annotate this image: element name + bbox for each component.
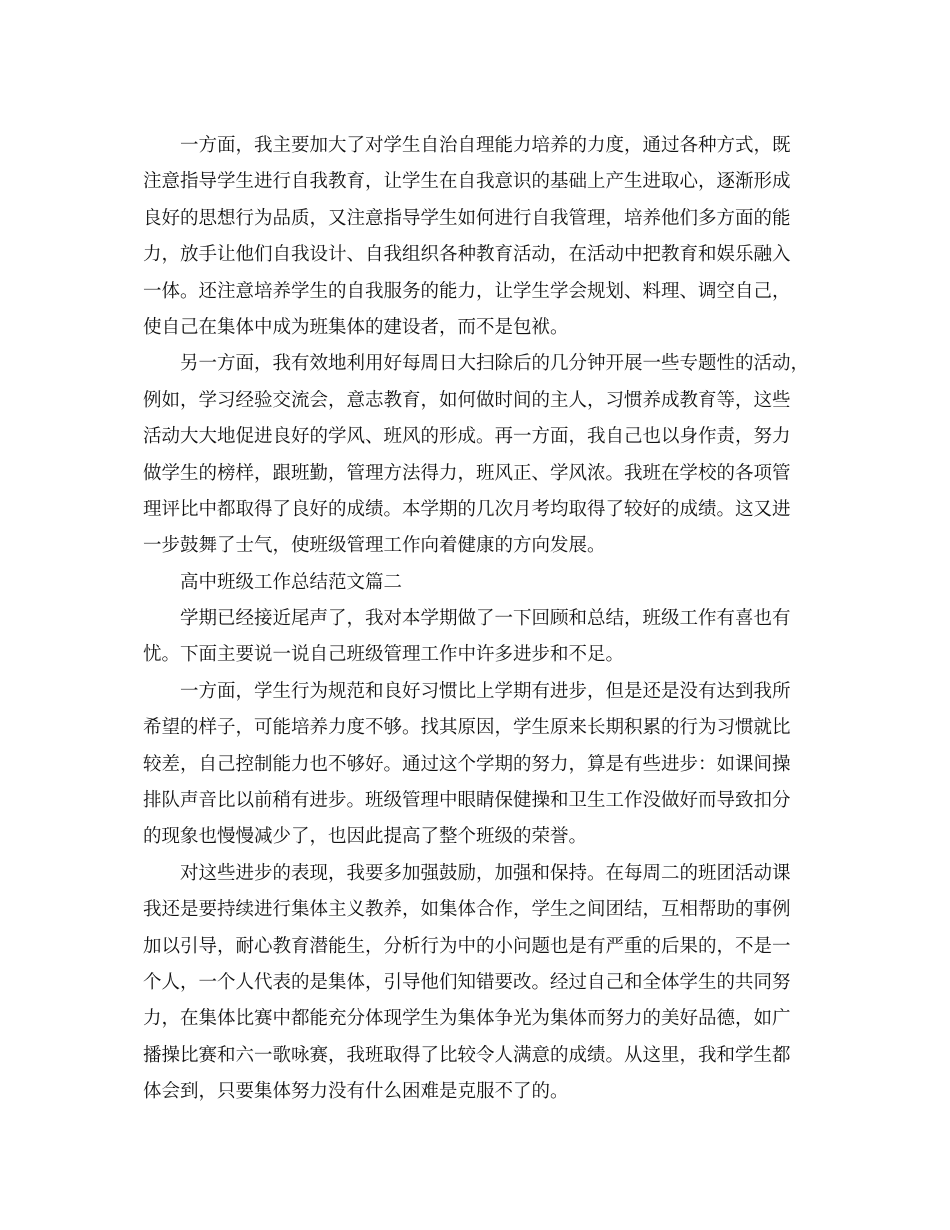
text-line: 希望的样子，可能培养力度不够。找其原因，学生原来长期积累的行为习惯就比 [143,717,791,739]
text-line: 一方面，我主要加大了对学生自治自理能力培养的力度，通过各种方式，既 [143,135,791,156]
text-line: 另一方面，我有效地利用好每周日大扫除后的几分钟开展一些专题性的活动， [143,353,810,375]
text-line: 做学生的榜样，跟班勤，管理方法得力，班风正、学风浓。我班在学校的各项管 [143,462,791,484]
text-line: 理评比中都取得了良好的成绩。本学期的几次月考均取得了较好的成绩。这又进 [143,498,791,520]
text-line: 忧。下面主要说一说自己班级管理工作中许多进步和不足。 [143,644,625,666]
text-line: 对这些进步的表现，我要多加强鼓励，加强和保持。在每周二的班团活动课 [143,862,791,884]
text-line: 一方面，学生行为规范和良好习惯比上学期有进步，但是还是没有达到我所 [143,680,791,702]
text-line: 个人，一个人代表的是集体，引导他们知错要改。经过自己和全体学生的共同努 [143,971,791,993]
text-line: 的现象也慢慢减少了，也因此提高了整个班级的荣誉。 [143,826,588,848]
document-body [143,128,810,1111]
text-line: 加以引导，耐心教育潜能生，分析行为中的小问题也是有严重的后果的，不是一 [143,935,791,957]
section-heading: 高中班级工作总结范文篇二 [143,571,403,593]
text-line: 体会到，只要集体努力没有什么困难是克服不了的。 [143,1081,569,1103]
text-line: 较差，自己控制能力也不够好。通过这个学期的努力，算是有些进步：如课间操 [143,753,791,775]
text-line: 使自己在集体中成为班集体的建设者，而不是包袱。 [143,316,569,338]
text-line: 排队声音比以前稍有进步。班级管理中眼睛保健操和卫生工作没做好而导致扣分 [143,790,791,812]
text-line: 学期已经接近尾声了，我对本学期做了一下回顾和总结，班级工作有喜也有 [143,608,791,630]
text-line: 播操比赛和六一歌咏赛，我班取得了比较令人满意的成绩。从这里，我和学生都 [143,1044,791,1066]
text-line: 我还是要持续进行集体主义教养，如集体合作，学生之间团结，互相帮助的事例 [143,899,791,921]
text-line: 例如，学习经验交流会，意志教育，如何做时间的主人，习惯养成教育等，这些 [143,389,791,411]
text-line: 良好的思想行为品质，又注意指导学生如何进行自我管理，培养他们多方面的能 [143,207,791,229]
text-line: 一体。还注意培养学生的自我服务的能力，让学生学会规划、料理、调空自己， [143,280,791,302]
text-line: 力，放手让他们自我设计、自我组织各种教育活动，在活动中把教育和娱乐融入 [143,244,791,266]
text-line: 一步鼓舞了士气，使班级管理工作向着健康的方向发展。 [143,535,606,557]
text-line: 活动大大地促进良好的学风、班风的形成。再一方面，我自己也以身作责，努力 [143,426,791,448]
text-line: 力，在集体比赛中都能充分体现学生为集体争光为集体而努力的美好品德，如广 [143,1008,791,1030]
text-line: 注意指导学生进行自我教育，让学生在自我意识的基础上产生进取心，逐渐形成 [143,171,791,193]
